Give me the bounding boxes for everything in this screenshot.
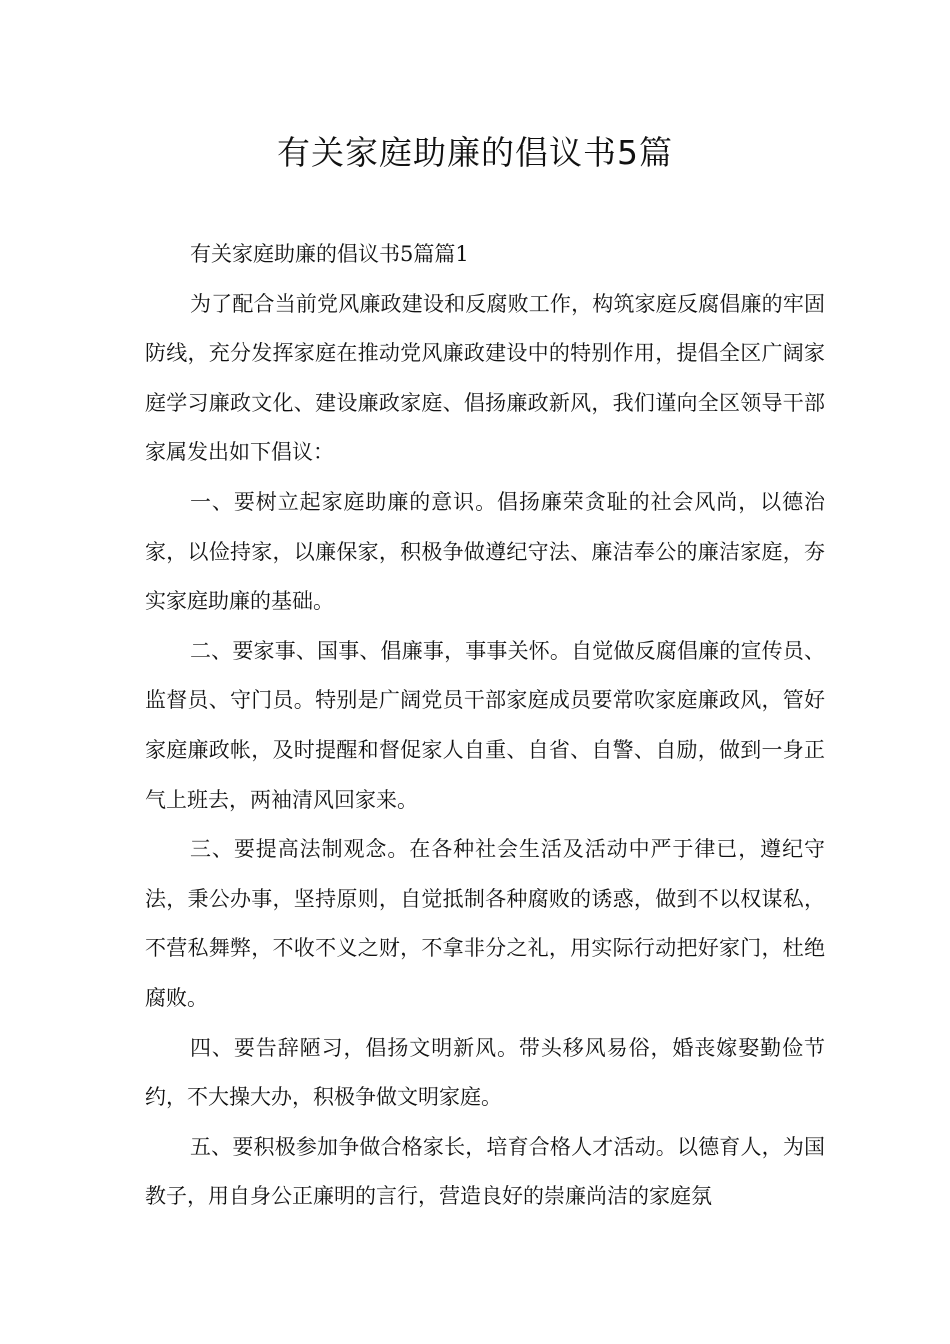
intro-paragraph: 为了配合当前党风廉政建设和反腐败工作，构筑家庭反腐倡廉的牢固防线，充分发挥家庭在推动党风廉政建设中的特别作用，提倡全区广阔家庭学习廉政文化、建设廉政家庭、倡扬廉政新风，我们谨向全区领导干部家属发出如下倡议： xyxy=(145,291,825,465)
document-title: 有关家庭助廉的倡议书5篇 xyxy=(277,133,673,172)
proposal-paragraph-4: 四、要告辞陋习，倡扬文明新风。带头移风易俗，婚丧嫁娶勤俭节约，不大操大办，积极争做文明家庭。 xyxy=(145,1035,825,1110)
proposal-paragraph-3: 三、要提高法制观念。在各种社会生活及活动中严于律已，遵纪守法，秉公办事，坚持原则，自觉抵制各种腐败的诱惑，做到不以权谋私，不营私舞弊，不收不义之财，不拿非分之礼，用实际行动把好家门，杜绝腐败。 xyxy=(145,837,825,1010)
document-body xyxy=(145,230,825,1222)
proposal-paragraph-1: 一、要树立起家庭助廉的意识。倡扬廉荣贪耻的社会风尚，以德治家，以俭持家，以廉保家，积极争做遵纪守法、廉洁奉公的廉洁家庭，夯实家庭助廉的基础。 xyxy=(145,489,825,614)
section-heading: 有关家庭助廉的倡议书5篇篇1 xyxy=(190,242,469,266)
proposal-paragraph-2: 二、要家事、国事、倡廉事，事事关怀。自觉做反腐倡廉的宣传员、监督员、守门员。特别是广阔党员干部家庭成员要常吹家庭廉政风，管好家庭廉政帐，及时提醒和督促家人自重、自省、自警、自励，做到一身正气上班去，两袖清风回家来。 xyxy=(145,638,825,812)
proposal-paragraph-5: 五、要积极参加争做合格家长，培育合格人才活动。以德育人，为国教子，用自身公正廉明的言行，营造良好的崇廉尚洁的家庭氛 xyxy=(145,1134,825,1209)
